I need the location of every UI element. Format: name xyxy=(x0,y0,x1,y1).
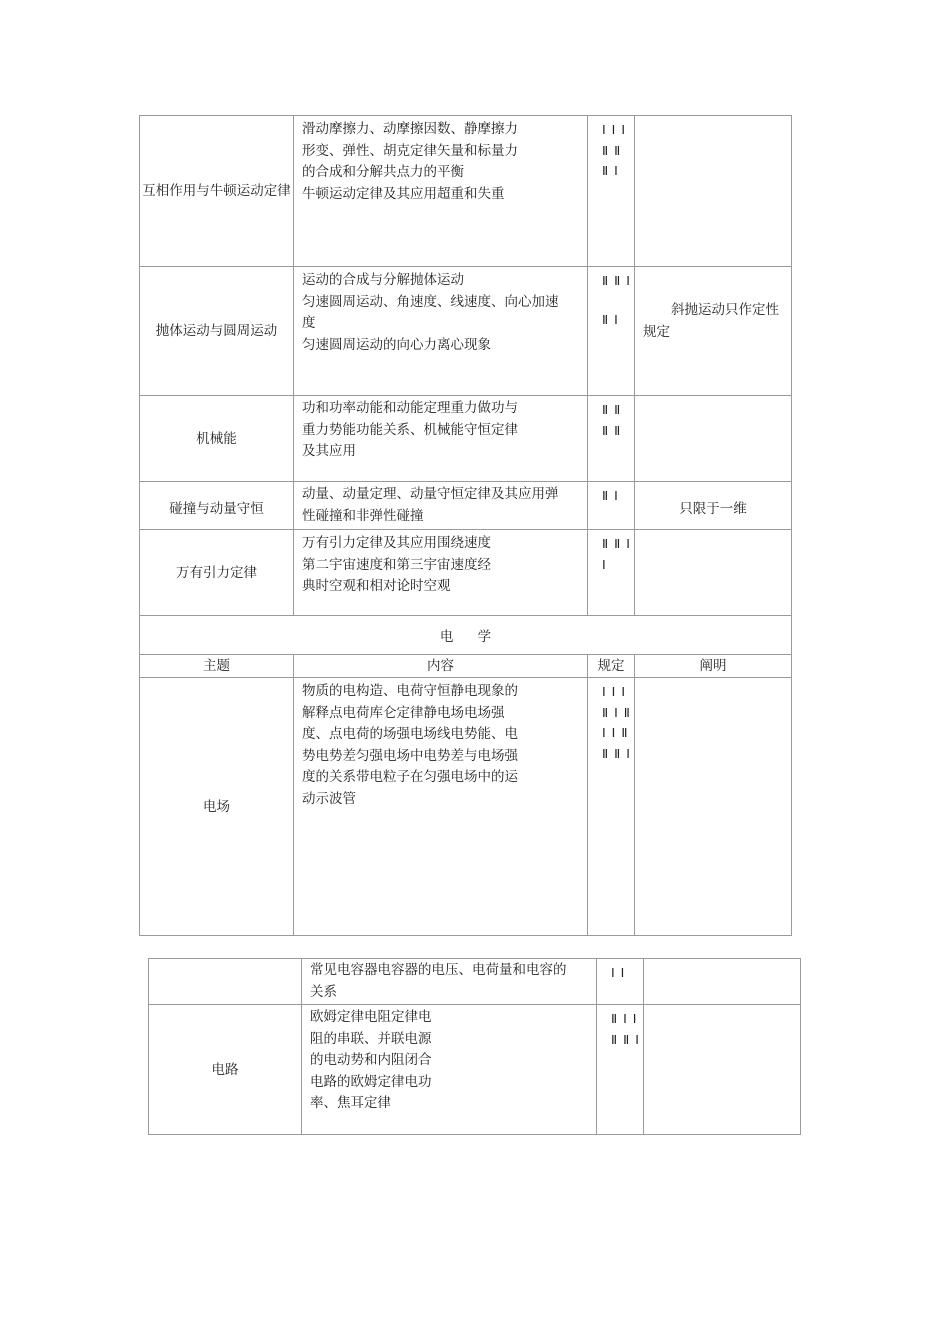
table-row xyxy=(140,116,792,267)
header-content: 内容 xyxy=(294,655,588,678)
level-cell: Ⅱ Ⅰ Ⅰ Ⅱ Ⅱ Ⅰ xyxy=(597,1005,644,1135)
topic-cell: 电路 xyxy=(149,1005,302,1135)
level-cell: Ⅱ Ⅱ Ⅰ Ⅰ xyxy=(588,530,635,616)
level-cell: Ⅱ Ⅱ Ⅰ Ⅱ Ⅰ xyxy=(588,267,635,396)
level-cell: Ⅰ Ⅰ xyxy=(597,959,644,1005)
table-header-row xyxy=(140,655,792,678)
header-topic: 主题 xyxy=(140,655,294,678)
level-cell: Ⅰ Ⅰ Ⅰ Ⅱ Ⅰ Ⅱ Ⅰ Ⅰ Ⅱ Ⅱ Ⅱ Ⅰ xyxy=(588,678,635,936)
syllabus-table-electricity xyxy=(148,958,801,1135)
table-row xyxy=(140,530,792,616)
note-cell xyxy=(644,959,801,1005)
table-row xyxy=(149,959,801,1005)
topic-cell: 机械能 xyxy=(140,396,294,482)
content-cell: 物质的电构造、电荷守恒静电现象的 解释点电荷库仑定律静电场电场强 度、点电荷的场强电场线电势能、电 势电势差匀强电场中电势差与电场强 度的关系带电粒子在匀强电场中的运 动示波管 xyxy=(294,678,588,936)
note-cell xyxy=(635,396,792,482)
note-cell xyxy=(635,678,792,936)
content-cell: 功和功率动能和动能定理重力做功与 重力势能功能关系、机械能守恒定律 及其应用 xyxy=(294,396,588,482)
content-cell: 滑动摩擦力、动摩擦因数、静摩擦力 形变、弹性、胡克定律矢量和标量力 的合成和分解共点力的平衡 牛顿运动定律及其应用超重和失重 xyxy=(294,116,588,267)
level-cell: Ⅱ Ⅱ Ⅱ Ⅱ xyxy=(588,396,635,482)
content-cell: 常见电容器电容器的电压、电荷量和电容的 关系 xyxy=(302,959,597,1005)
table-row xyxy=(140,482,792,530)
content-cell: 万有引力定律及其应用围绕速度 第二宇宙速度和第三宇宙速度经 典时空观和相对论时空观 xyxy=(294,530,588,616)
note-cell: 只限于一维 xyxy=(635,482,792,530)
table-row xyxy=(140,396,792,482)
content-cell: 运动的合成与分解抛体运动 匀速圆周运动、角速度、线速度、向心加速 度 匀速圆周运动的向心力离心现象 xyxy=(294,267,588,396)
table-row xyxy=(149,1005,801,1135)
table-row xyxy=(140,267,792,396)
topic-cell: 抛体运动与圆周运动 xyxy=(140,267,294,396)
note-cell xyxy=(644,1005,801,1135)
level-cell: Ⅰ Ⅰ Ⅰ Ⅱ Ⅱ Ⅱ Ⅰ xyxy=(588,116,635,267)
header-note: 阐明 xyxy=(635,655,792,678)
section-title-row xyxy=(140,616,792,655)
topic-cell: 互相作用与牛顿运动定律 xyxy=(140,116,294,267)
note-cell: 斜抛运动只作定性规定 xyxy=(635,267,792,396)
table-row xyxy=(140,678,792,936)
topic-cell xyxy=(149,959,302,1005)
level-cell: Ⅱ Ⅰ xyxy=(588,482,635,530)
topic-cell: 万有引力定律 xyxy=(140,530,294,616)
note-cell xyxy=(635,530,792,616)
header-level: 规定 xyxy=(588,655,635,678)
topic-cell: 电场 xyxy=(140,678,294,936)
syllabus-table-mechanics xyxy=(139,115,792,936)
section-title: 电 学 xyxy=(140,616,792,655)
content-cell: 欧姆定律电阻定律电 阻的串联、并联电源 的电动势和内阻闭合 电路的欧姆定律电功 率、焦耳定律 xyxy=(302,1005,597,1135)
topic-cell: 碰撞与动量守恒 xyxy=(140,482,294,530)
content-cell: 动量、动量定理、动量守恒定律及其应用弹 性碰撞和非弹性碰撞 xyxy=(294,482,588,530)
note-cell xyxy=(635,116,792,267)
